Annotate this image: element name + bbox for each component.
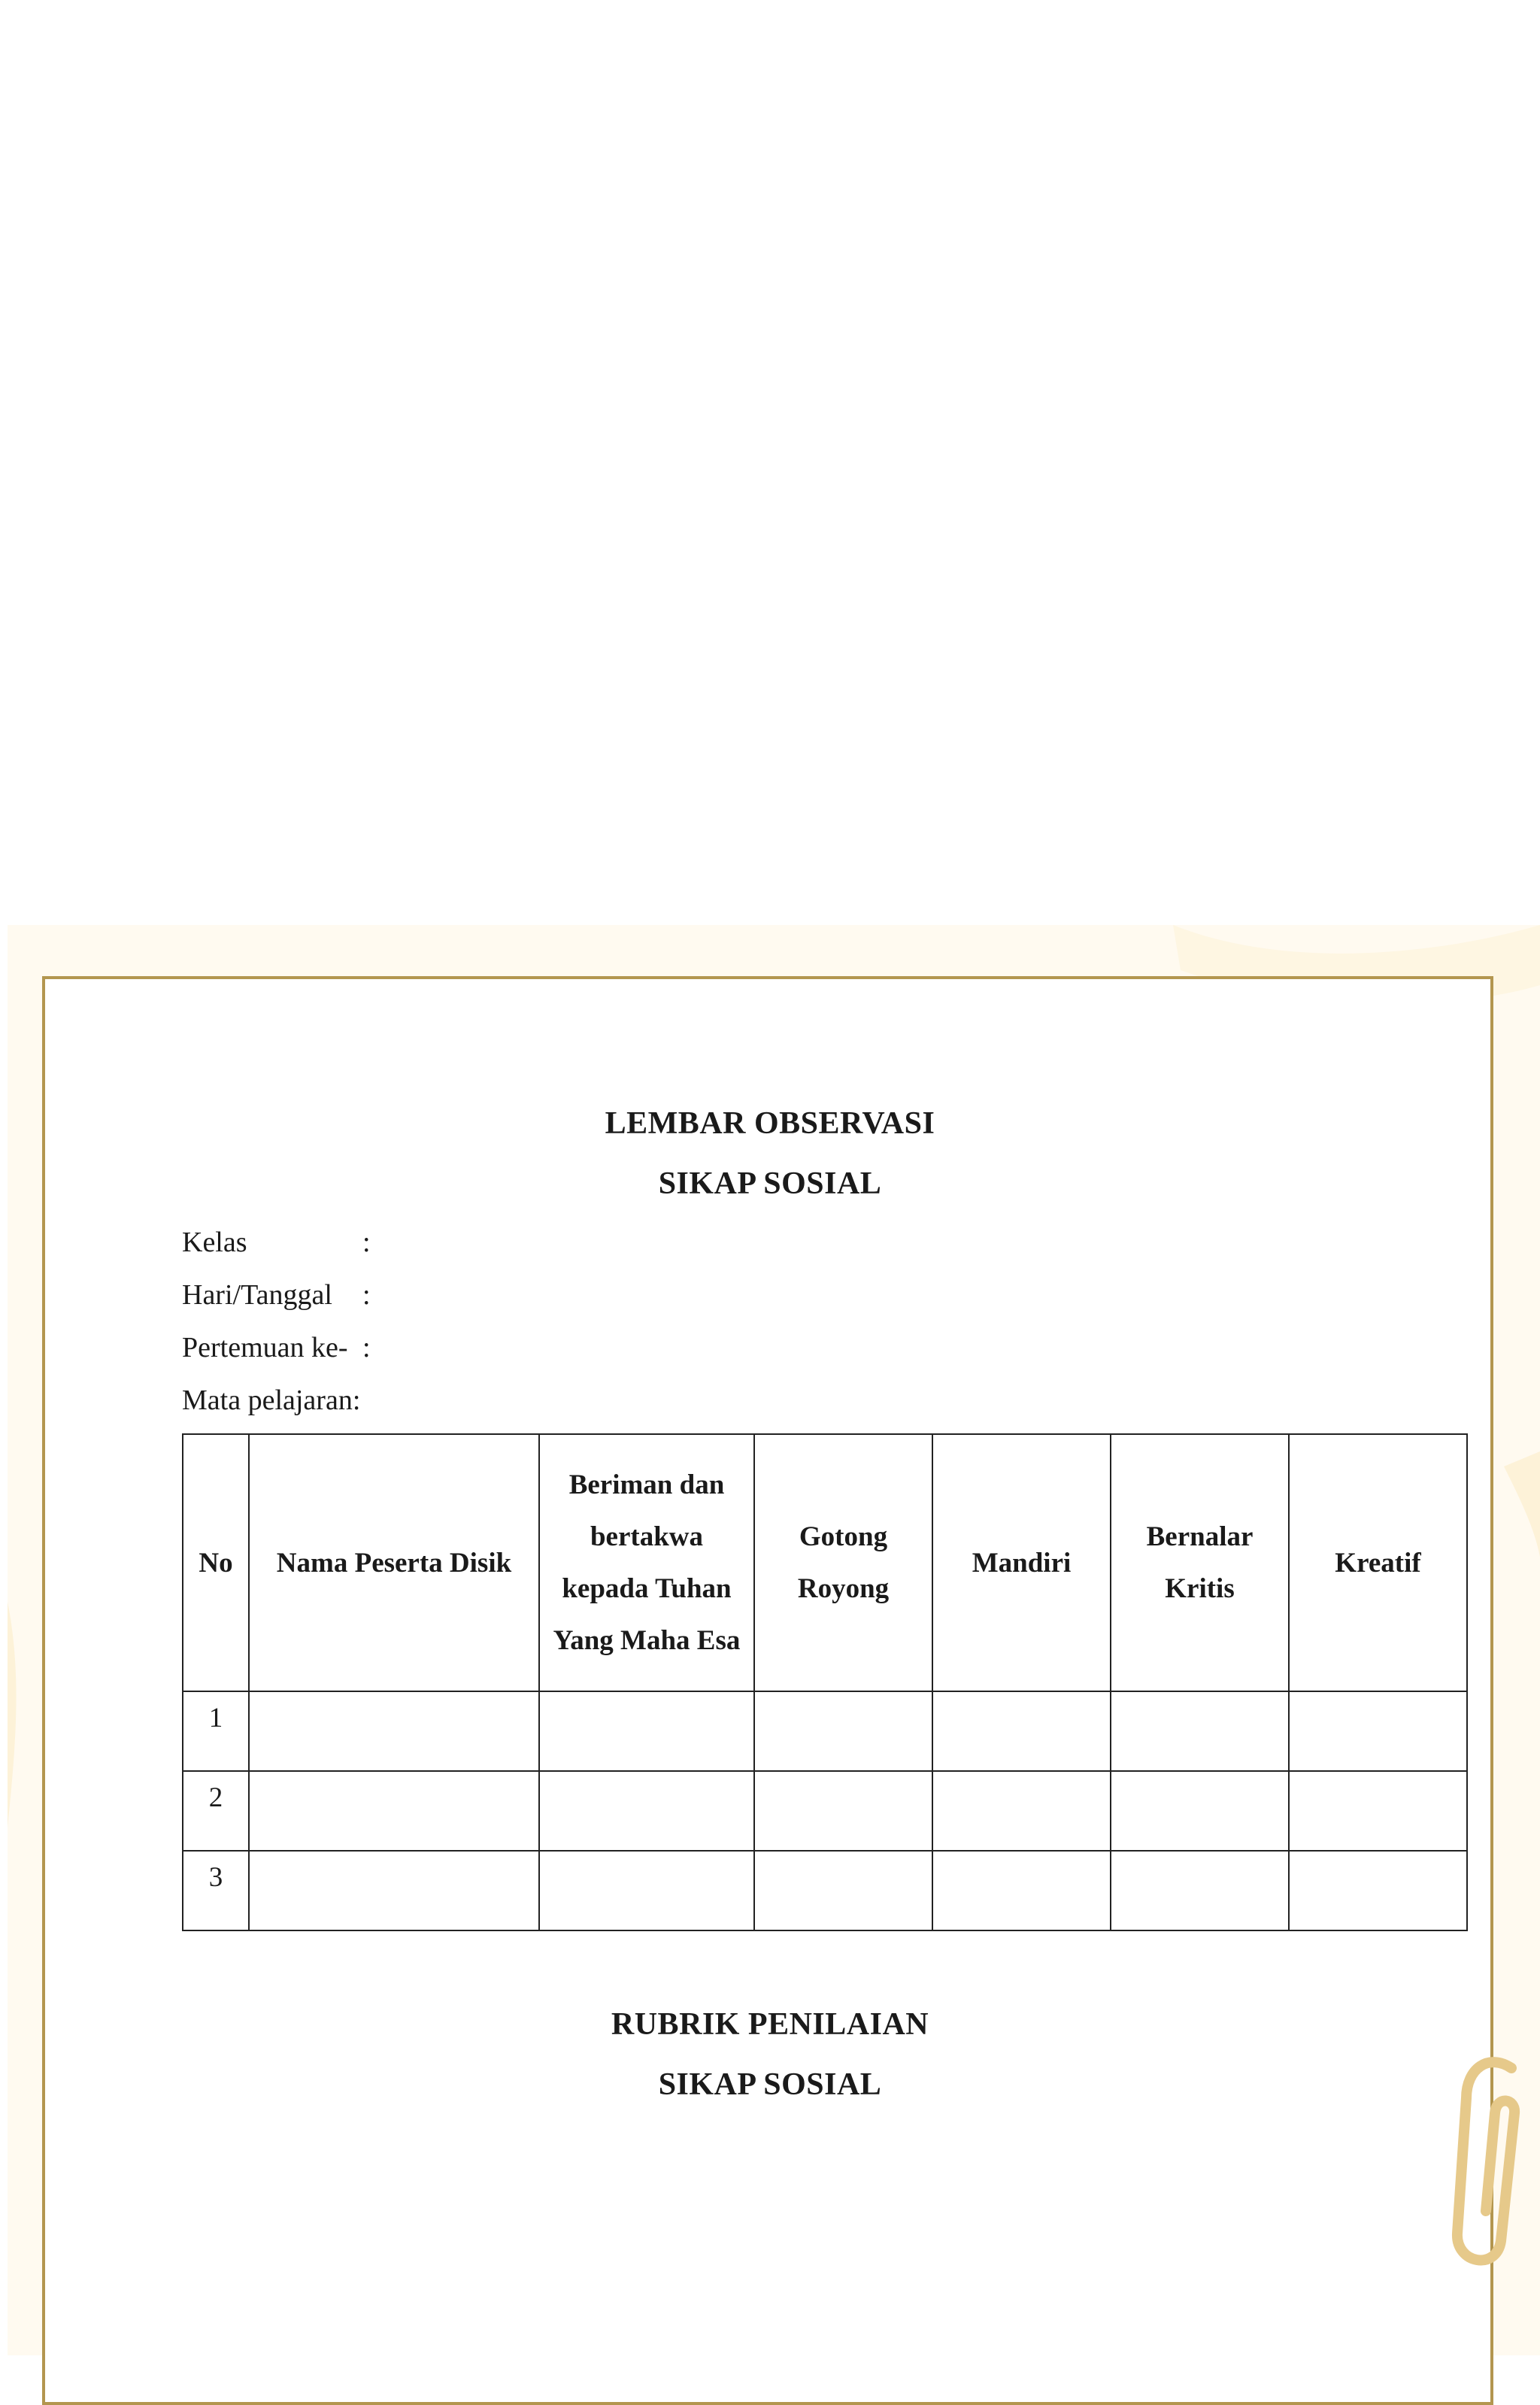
table-row [183, 1771, 1467, 1851]
header-mandiri: Mandiri [932, 1434, 1111, 1691]
header-beriman: Beriman dan bertakwa kepada Tuhan Yang Maha Esa [539, 1434, 754, 1691]
field-pertemuan [182, 1331, 371, 1364]
field-label: Mata pelajaran: [182, 1384, 361, 1416]
cell-bernalar-kritis[interactable] [1111, 1691, 1289, 1771]
cell-gotong-royong[interactable] [754, 1851, 932, 1930]
field-separator: : [362, 1332, 371, 1363]
observation-title: LEMBAR OBSERVASI [605, 1106, 935, 1141]
field-kelas [182, 1226, 371, 1259]
cell-beriman[interactable] [539, 1691, 754, 1771]
field-label: Pertemuan ke- [182, 1332, 348, 1363]
cell-nama[interactable] [249, 1851, 539, 1930]
field-mata-pelajaran [182, 1384, 360, 1417]
header-nama: Nama Peserta Disik [249, 1434, 539, 1691]
cell-nama[interactable] [249, 1691, 539, 1771]
observation-subtitle: SIKAP SOSIAL [658, 1166, 882, 1201]
row-number: 2 [183, 1771, 249, 1851]
header-bernalar-kritis: Bernalar Kritis [1111, 1434, 1289, 1691]
observation-table [182, 1433, 1468, 1931]
cell-kreatif[interactable] [1289, 1771, 1467, 1851]
cell-kreatif[interactable] [1289, 1691, 1467, 1771]
header-no: No [183, 1434, 249, 1691]
cell-gotong-royong[interactable] [754, 1771, 932, 1851]
cell-beriman[interactable] [539, 1851, 754, 1930]
field-label: Hari/Tanggal [182, 1279, 332, 1311]
row-number: 3 [183, 1851, 249, 1930]
cell-bernalar-kritis[interactable] [1111, 1771, 1289, 1851]
cell-gotong-royong[interactable] [754, 1691, 932, 1771]
field-label: Kelas [182, 1227, 247, 1258]
table-header-row [183, 1434, 1467, 1691]
field-hari-tanggal [182, 1278, 371, 1312]
table-row [183, 1851, 1467, 1930]
rubric-subtitle: SIKAP SOSIAL [658, 2067, 882, 2102]
cell-mandiri[interactable] [932, 1691, 1111, 1771]
cell-nama[interactable] [249, 1771, 539, 1851]
header-kreatif: Kreatif [1289, 1434, 1467, 1691]
cell-mandiri[interactable] [932, 1851, 1111, 1930]
cell-bernalar-kritis[interactable] [1111, 1851, 1289, 1930]
field-separator: : [362, 1279, 371, 1311]
cell-mandiri[interactable] [932, 1771, 1111, 1851]
field-separator: : [362, 1227, 371, 1258]
table-row [183, 1691, 1467, 1771]
cell-kreatif[interactable] [1289, 1851, 1467, 1930]
header-gotong-royong: Gotong Royong [754, 1434, 932, 1691]
paperclip-icon [1436, 2053, 1540, 2279]
cell-beriman[interactable] [539, 1771, 754, 1851]
rubric-title: RUBRIK PENILAIAN [611, 2007, 929, 2042]
row-number: 1 [183, 1691, 249, 1771]
